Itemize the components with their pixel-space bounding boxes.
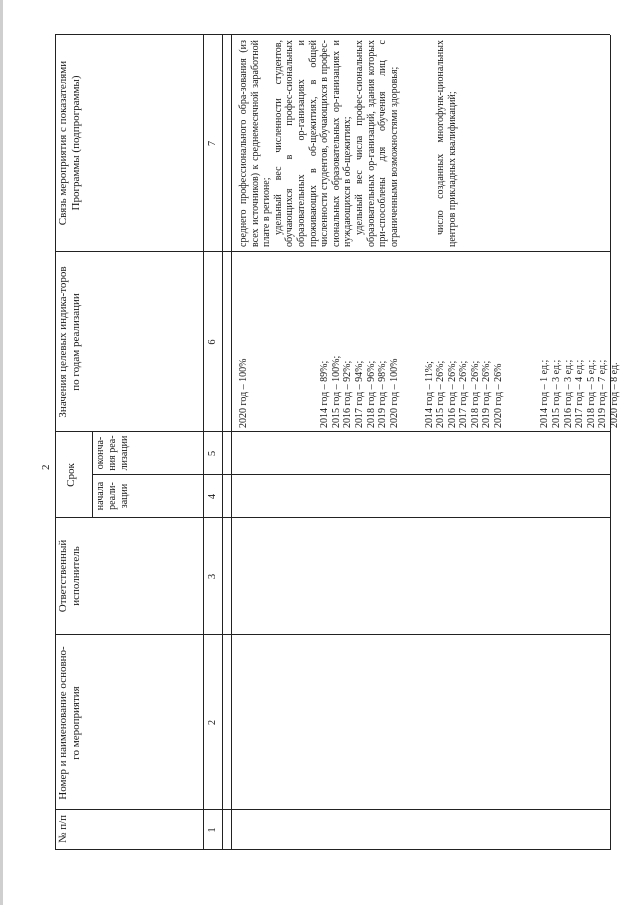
values-line: 2014 год – 1 ед.; [539,359,551,428]
column-number-3: 3 [207,573,218,580]
header-col5: оконча-ния реа-лизации [95,435,130,471]
values-line: 2020 год – 26% [493,363,505,428]
description-paragraph: число созданных многофунк-циональных центров прикладных квалификаций; [435,40,458,247]
values-line: 2016 год – 26%; [446,360,458,428]
table-top-border [55,35,56,850]
column-number-5: 5 [207,450,218,457]
body-top-line [231,35,232,850]
values-line: 2018 год – 5 ед.; [585,359,597,428]
col-border-4 [92,474,610,475]
header-term: Срок [65,463,77,487]
values-line: 2018 год – 96%; [365,360,377,428]
values-line: 2014 год – 89%; [319,360,331,428]
table-bottom-border [610,35,611,850]
rotated-table [55,35,620,850]
column-number-1: 1 [207,827,218,833]
header-bottom-line [203,35,204,850]
values-line: 2016 год – 3 ед.; [562,359,574,428]
values-line: 2019 год – 7 ед.; [597,359,609,428]
indicator-values [238,256,621,428]
column-number-7: 7 [207,140,218,147]
col-border-3 [55,517,610,518]
scan-edge [0,0,3,905]
program-link-description [238,40,458,247]
header-col6: Значения целевых индика-торов по годам реализации [57,266,82,418]
column-number-line [222,35,223,850]
values-line: 2015 год – 100%; [330,355,342,428]
header-col2: Номер и наименование основно-го мероприятия [57,646,82,800]
values-line: 2020 год – 100% [388,358,400,428]
values-line: 2014 год – 11%; [423,361,435,428]
values-line: 2017 год – 4 ед.; [574,359,586,428]
page-number: 2 [40,464,52,470]
description-paragraph: удельный вес численности студентов, обучающихся в профес-сиональных образовательных ор-ганизациях и проживающих в об-щежитиях, в общей численности студентов, обучающихся в профес-сиональных образовательных ор-ганизациях и нуждающихся в об-щежитиях; [272,40,354,247]
values-line: 2017 год – 26%; [458,360,470,428]
description-paragraph: удельный вес числа профес-сиональных образовательных ор-ганизаций, здания которых при-способлены для обучения лиц с ограниченными возможностями здоровья; [353,40,400,247]
values-line: 2017 год – 94%; [353,360,365,428]
header-col3: Ответственный исполнитель [57,539,82,613]
values-line: 2016 год – 92%; [342,360,354,428]
col-border-0 [55,849,610,850]
values-line: 2020 год – 8 ед. [609,362,620,428]
column-number-4: 4 [207,493,218,500]
column-number-6: 6 [207,339,218,345]
values-line: 2015 год – 26%; [435,360,447,428]
description-paragraph: среднего профессионального обра-зования (из всех источников) к среднемесячной заработной плате в регионе; [238,40,273,247]
header-col1: № п/п [57,814,69,844]
col-border-2 [55,634,610,635]
col-border-7 [55,34,610,35]
values-line: 2018 год – 26%; [469,360,481,428]
term-sub-line [92,432,93,518]
values-line: 2020 год – 100% [238,358,249,428]
col-border-1 [55,809,610,810]
col-border-5 [55,431,610,432]
column-number-2: 2 [207,719,218,726]
header-col7: Связь мероприятия с показателями Программы (подпрограммы) [57,60,82,226]
header-col4: начала реали-зации [95,481,130,511]
values-line: 2019 год – 98%; [377,360,389,428]
values-line: 2019 год – 26%; [481,360,493,428]
values-line: 2015 год – 3 ед.; [551,359,563,428]
col-border-6 [55,251,610,252]
